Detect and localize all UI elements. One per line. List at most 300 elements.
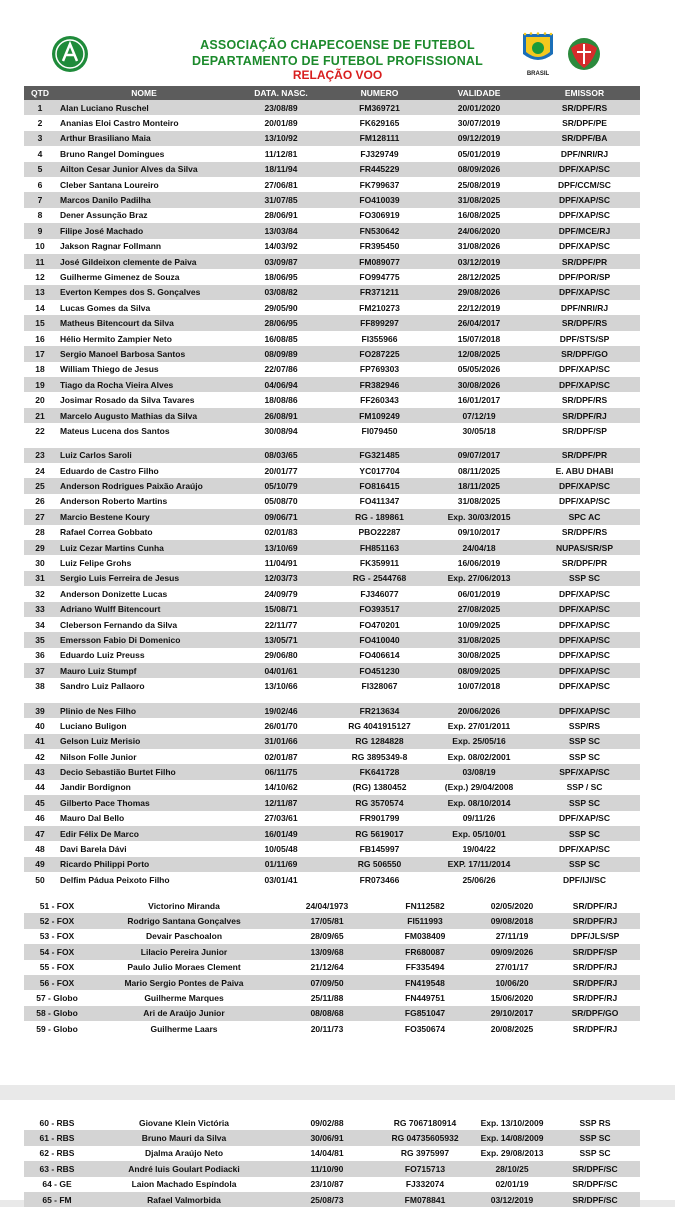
cell-data-nasc: 30/06/91: [278, 1130, 376, 1145]
cell-nome: Lucas Gomes da Silva: [60, 302, 151, 313]
table-row: [24, 478, 640, 493]
cell-qtd: 23: [24, 448, 56, 463]
cell-validade: 09/10/2017: [457, 527, 501, 538]
cell-nome: Luciano Buligon: [60, 720, 127, 731]
cell-nome: Lilacio Pereira Junior: [90, 944, 278, 959]
table-row: [24, 1021, 640, 1036]
cell-data-nasc: 27/03/61: [264, 813, 298, 824]
cell-qtd: 11: [24, 254, 56, 269]
cell-emissor: SR/DPF/SP: [550, 944, 640, 959]
cell-qtd: 20: [35, 395, 45, 406]
cell-qtd: 30: [35, 558, 45, 569]
cell-emissor: DPF/NRI/RJ: [560, 148, 609, 159]
cell-qtd: 6: [37, 179, 43, 190]
cell-nome: Matheus Bitencourt da Silva: [56, 315, 232, 330]
table-row: [24, 146, 640, 161]
table-row: [24, 1192, 640, 1207]
cell-numero: FI511993: [376, 913, 474, 928]
cell-data-nasc: 09/02/88: [310, 1117, 344, 1128]
cell-nome: Jandir Bordignon: [60, 782, 131, 793]
press-table-rbs: [24, 1115, 640, 1207]
cell-emissor: DPF/XAP/SC: [558, 364, 610, 375]
cell-numero: FI079450: [361, 425, 398, 436]
cell-numero: FI328067: [361, 681, 398, 692]
cell-numero: FF260343: [360, 395, 399, 406]
cell-qtd: 59 - Globo: [36, 1023, 78, 1034]
cell-qtd: 1: [24, 100, 56, 115]
cell-nome: Mateus Lucena dos Santos: [60, 425, 170, 436]
table-row: [24, 990, 640, 1005]
cell-validade: 27/11/19: [495, 931, 529, 942]
chapecoense-crest-logo: [50, 34, 90, 74]
cell-data-nasc: 07/09/50: [278, 975, 376, 990]
cell-validade: 27/01/17: [495, 962, 529, 973]
table-row: [24, 898, 640, 913]
table-row: [24, 648, 640, 663]
table-row: [24, 362, 640, 377]
cell-numero: FJ329749: [360, 148, 399, 159]
cell-numero: FM089077: [330, 254, 429, 269]
cell-numero: FM128111: [330, 131, 429, 146]
cell-nome: Josimar Rosado da Silva Tavares: [60, 395, 195, 406]
cell-validade: Exp. 05/10/01: [429, 826, 529, 841]
cell-emissor: DPF/XAP/SC: [558, 496, 610, 507]
table-row: [24, 377, 640, 392]
press-table-fox-globo: [24, 898, 640, 1037]
cell-qtd: 44: [35, 782, 45, 793]
cell-qtd: 10: [35, 241, 45, 252]
cell-validade: 24/06/2020: [429, 223, 529, 238]
cell-qtd: 29: [24, 540, 56, 555]
cell-nome: Paulo Julio Moraes Clement: [127, 962, 241, 973]
table-row: [24, 285, 640, 300]
cell-qtd: 62 - RBS: [39, 1148, 75, 1159]
cell-numero: FR901799: [359, 813, 400, 824]
cell-validade: 26/04/2017: [429, 315, 529, 330]
cell-numero: RG 4041915127: [348, 720, 411, 731]
cell-validade: 09/08/2018: [474, 913, 550, 928]
cell-validade: 19/04/22: [462, 844, 496, 855]
cell-qtd: 3: [24, 131, 56, 146]
cell-numero: FJ346077: [360, 588, 399, 599]
header-validade: VALIDADE: [429, 86, 529, 100]
cell-numero: RG 3975997: [400, 1148, 450, 1159]
cell-emissor: SSP SC: [529, 826, 640, 841]
cell-qtd: 56 - FOX: [24, 975, 90, 990]
cell-numero: FK799637: [359, 179, 400, 190]
cell-data-nasc: 05/08/70: [264, 496, 298, 507]
cell-qtd: 55 - FOX: [39, 962, 75, 973]
table-row: [24, 872, 640, 887]
cell-qtd: 13: [24, 285, 56, 300]
cell-numero: YC017704: [359, 465, 400, 476]
cell-qtd: 2: [37, 118, 43, 129]
cell-emissor: SSP SC: [568, 751, 601, 762]
table-row: [24, 826, 640, 841]
table-row: [24, 100, 640, 115]
table-row: [24, 1161, 640, 1176]
table-row: [24, 571, 640, 586]
cell-numero: FO411347: [359, 496, 400, 507]
cell-emissor: SSP SC: [579, 1148, 611, 1159]
cell-numero: FM210273: [359, 302, 400, 313]
cell-validade: Exp. 13/10/2009: [480, 1117, 544, 1128]
cell-qtd: 31: [24, 571, 56, 586]
cell-validade: 09/11/26: [462, 813, 496, 824]
cell-emissor: DPF/NRI/RJ: [560, 302, 609, 313]
cell-nome: Djalma Araújo Neto: [144, 1148, 224, 1159]
table-row: [24, 177, 640, 192]
cell-qtd: 8: [37, 210, 43, 221]
cell-qtd: 52 - FOX: [24, 913, 90, 928]
cell-data-nasc: 13/05/71: [232, 632, 330, 647]
cell-numero: RG 5619017: [330, 826, 429, 841]
cell-data-nasc: 08/08/68: [278, 1006, 376, 1021]
cell-data-nasc: 11/10/90: [278, 1161, 376, 1176]
cell-validade: 09/07/2017: [429, 448, 529, 463]
cell-data-nasc: 13/09/68: [278, 944, 376, 959]
cell-emissor: DPF/XAP/SC: [529, 478, 640, 493]
cell-qtd: 7: [24, 192, 56, 207]
cell-validade: 03/12/2019: [429, 254, 529, 269]
cell-data-nasc: 04/01/61: [232, 663, 330, 678]
cell-numero: FN419548: [376, 975, 474, 990]
cell-numero: FO393517: [330, 602, 429, 617]
cell-emissor: DPF/XAP/SC: [558, 210, 610, 221]
cell-qtd: 49: [24, 857, 56, 872]
cell-numero: FN449751: [405, 993, 445, 1004]
cell-qtd: 61 - RBS: [24, 1130, 90, 1145]
table-row: [24, 857, 640, 872]
cell-qtd: 60 - RBS: [39, 1117, 75, 1128]
cell-numero: FH851163: [330, 540, 429, 555]
table-header-row: [24, 86, 640, 100]
cell-validade: 10/09/2025: [457, 619, 501, 630]
cell-data-nasc: 24/04/1973: [305, 900, 349, 911]
cell-validade: 16/08/2025: [457, 210, 501, 221]
cell-nome: Sergio Manoel Barbosa Santos: [56, 346, 232, 361]
cell-nome: Devair Paschoalon: [145, 931, 223, 942]
table-row: [24, 223, 640, 238]
cell-numero: FM369721: [330, 100, 429, 115]
cell-numero: FO350674: [404, 1023, 446, 1034]
cell-data-nasc: 11/12/81: [264, 148, 298, 159]
cell-qtd: 5: [24, 162, 56, 177]
cell-emissor: DPF/XAP/SC: [558, 588, 610, 599]
cell-validade: 05/01/2019: [457, 148, 501, 159]
cell-qtd: 64 - GE: [42, 1179, 72, 1190]
cell-validade: EXP. 17/11/2014: [429, 857, 529, 872]
cell-emissor: DPF/XAP/SC: [558, 813, 610, 824]
cell-validade: Exp. 14/08/2009: [474, 1130, 550, 1145]
cell-data-nasc: 02/01/87: [264, 751, 298, 762]
cell-nome: Marcio Bestene Koury: [56, 509, 232, 524]
section-gap: [24, 694, 640, 703]
cell-nome: Jakson Ragnar Follmann: [60, 241, 162, 252]
cell-emissor: SR/DPF/PE: [562, 118, 607, 129]
cell-nome: Delfim Pádua Peixoto Filho: [60, 874, 170, 885]
cell-emissor: SSP SC: [529, 734, 640, 749]
table-row: [24, 423, 640, 438]
cell-qtd: 42: [35, 751, 45, 762]
cell-validade: Exp. 29/08/2013: [480, 1148, 544, 1159]
cell-validade: 30/08/2026: [429, 377, 529, 392]
table-row: [24, 617, 640, 632]
cell-emissor: SR/DPF/PR: [561, 558, 608, 569]
cell-nome: José Gildeixon clemente de Paiva: [56, 254, 232, 269]
cell-emissor: SR/DPF/RJ: [572, 993, 618, 1004]
cell-nome: Filipe José Machado: [56, 223, 232, 238]
cell-emissor: SR/DPF/RS: [561, 395, 608, 406]
cell-emissor: SR/DPF/SC: [550, 1192, 640, 1207]
cell-emissor: SSP / SC: [566, 782, 603, 793]
cell-numero: RG 3895349-8: [351, 751, 408, 762]
cell-qtd: 15: [24, 315, 56, 330]
cell-validade: 20/08/2025: [490, 1023, 534, 1034]
table-row: [24, 602, 640, 617]
cell-emissor: DPF/XAP/SC: [529, 602, 640, 617]
table-row: [24, 346, 640, 361]
cell-numero: RG 3570574: [330, 795, 429, 810]
cell-validade: 08/09/2026: [429, 162, 529, 177]
cell-qtd: 43: [24, 764, 56, 779]
cell-numero: FO994775: [359, 271, 400, 282]
cell-numero: FN112582: [405, 900, 445, 911]
cell-data-nasc: 10/05/48: [264, 844, 298, 855]
cell-data-nasc: 20/01/89: [264, 118, 298, 129]
cell-numero: FR073466: [359, 874, 400, 885]
table-row: [24, 254, 640, 269]
cell-nome: Ricardo Philippi Porto: [56, 857, 232, 872]
table-row: [24, 392, 640, 407]
cell-nome: Bruno Mauri da Silva: [90, 1130, 278, 1145]
cell-emissor: DPF/XAP/SC: [558, 844, 610, 855]
cell-data-nasc: 13/10/69: [232, 540, 330, 555]
cell-qtd: 19: [24, 377, 56, 392]
cell-nome: Cleberson Fernando da Silva: [60, 619, 178, 630]
cell-data-nasc: 25/08/73: [278, 1192, 376, 1207]
cell-data-nasc: 29/05/90: [264, 302, 298, 313]
table-row: [24, 269, 640, 284]
cell-validade: 31/08/2026: [457, 241, 501, 252]
cell-emissor: SR/DPF/BA: [529, 131, 640, 146]
cell-nome: Mauro Dal Bello: [60, 813, 125, 824]
cell-qtd: 24: [35, 465, 45, 476]
cell-nome: Mauro Luiz Stumpf: [56, 663, 232, 678]
cell-data-nasc: 12/11/87: [232, 795, 330, 810]
cell-validade: 30/08/2025: [457, 650, 501, 661]
cell-nome: Sergio Luis Ferreira de Jesus: [56, 571, 232, 586]
cell-numero: FO406614: [359, 650, 400, 661]
cell-data-nasc: 19/02/46: [232, 703, 330, 718]
cell-nome: Anderson Donizette Lucas: [60, 588, 168, 599]
table-row: [24, 780, 640, 795]
cell-numero: FB145997: [359, 844, 400, 855]
cell-validade: 25/08/2019: [457, 179, 501, 190]
table-row: [24, 509, 640, 524]
cell-nome: Alan Luciano Ruschel: [56, 100, 232, 115]
cell-nome: Luiz Carlos Saroli: [56, 448, 232, 463]
brasil-label: BRASIL: [526, 71, 550, 77]
table-row: [24, 663, 640, 678]
cell-emissor: NUPAS/SR/SP: [529, 540, 640, 555]
table-row: [24, 525, 640, 540]
cell-emissor: DPF/XAP/SC: [529, 632, 640, 647]
cell-data-nasc: 16/01/49: [232, 826, 330, 841]
cell-validade: 28/12/2025: [457, 271, 501, 282]
cell-qtd: 16: [35, 333, 45, 344]
cell-nome: Sandro Luiz Pallaoro: [60, 681, 145, 692]
cell-numero: FO410039: [330, 192, 429, 207]
cell-validade: 31/08/2025: [429, 192, 529, 207]
cell-nome: Ari de Araújo Junior: [90, 1006, 278, 1021]
cell-numero: FG321485: [330, 448, 429, 463]
cell-numero: RG 7067180914: [393, 1117, 457, 1128]
header-nome: NOME: [56, 86, 232, 100]
table-row: [24, 448, 640, 463]
cell-qtd: 40: [35, 720, 45, 731]
table-row: [24, 408, 640, 423]
cell-validade: (Exp.) 29/04/2008: [444, 782, 514, 793]
cell-qtd: 48: [35, 844, 45, 855]
cell-emissor: SR/DPF/RS: [529, 100, 640, 115]
cell-emissor: DPF/JLS/SP: [570, 931, 620, 942]
cell-validade: Exp. 08/10/2014: [429, 795, 529, 810]
table-row: [24, 944, 640, 959]
cell-data-nasc: 31/01/66: [232, 734, 330, 749]
cell-qtd: 57 - Globo: [36, 993, 78, 1004]
table-row: [24, 1130, 640, 1145]
cell-nome: Marcos Danilo Padilha: [56, 192, 232, 207]
cell-emissor: DPF/XAP/SC: [529, 663, 640, 678]
cell-validade: 27/08/2025: [429, 602, 529, 617]
cell-numero: FG851047: [376, 1006, 474, 1021]
table-row: [24, 208, 640, 223]
cell-data-nasc: 22/07/86: [264, 364, 298, 375]
cell-nome: Giovane Klein Victória: [138, 1117, 230, 1128]
cell-validade: 22/12/2019: [457, 302, 501, 313]
cell-qtd: 65 - FM: [24, 1192, 90, 1207]
table-row: [24, 239, 640, 254]
list-title: RELAÇÃO VOO: [292, 68, 383, 82]
cell-nome: Emersson Fabio Di Domenico: [56, 632, 232, 647]
cell-qtd: 32: [35, 588, 45, 599]
cell-nome: Tiago da Rocha Vieira Alves: [56, 377, 232, 392]
cell-validade: 28/10/25: [474, 1161, 550, 1176]
cell-nome: Dener Assunção Braz: [60, 210, 148, 221]
cell-qtd: 22: [35, 425, 45, 436]
cell-data-nasc: 09/06/71: [232, 509, 330, 524]
cell-data-nasc: 26/01/70: [264, 720, 298, 731]
cell-data-nasc: 04/06/94: [232, 377, 330, 392]
cell-qtd: 21: [24, 408, 56, 423]
cell-data-nasc: 02/01/83: [264, 527, 298, 538]
cell-validade: 15/06/2020: [490, 993, 534, 1004]
section-gap: [24, 439, 640, 448]
cell-data-nasc: 13/10/66: [264, 681, 298, 692]
cell-data-nasc: 23/08/89: [232, 100, 330, 115]
cell-data-nasc: 20/11/73: [310, 1023, 344, 1034]
cell-qtd: 53 - FOX: [39, 931, 75, 942]
gap-cell: [24, 694, 640, 703]
cell-data-nasc: 03/01/41: [264, 874, 298, 885]
cell-emissor: SR/DPF/SP: [562, 425, 607, 436]
cell-emissor: DPF/XAP/SC: [529, 192, 640, 207]
cell-emissor: DPF/XAP/SC: [558, 241, 610, 252]
cell-emissor: DPF/XAP/SC: [529, 703, 640, 718]
club-title: ASSOCIAÇÃO CHAPECOENSE DE FUTEBOL: [200, 38, 475, 52]
cell-validade: 10/07/2018: [457, 681, 501, 692]
cell-qtd: 25: [24, 478, 56, 493]
cell-validade: 24/04/18: [429, 540, 529, 555]
cell-validade: 08/09/2025: [429, 663, 529, 678]
table-row: [24, 1177, 640, 1192]
cell-validade: Exp. 27/06/2013: [429, 571, 529, 586]
cell-validade: 30/05/18: [462, 425, 496, 436]
cell-qtd: 47: [24, 826, 56, 841]
cell-validade: 03/08/19: [429, 764, 529, 779]
cell-nome: André luis Goulart Podiacki: [90, 1161, 278, 1176]
cell-emissor: SSP SC: [529, 795, 640, 810]
cell-nome: Marcelo Augusto Mathias da Silva: [56, 408, 232, 423]
cell-data-nasc: 28/06/95: [232, 315, 330, 330]
cell-data-nasc: 25/11/88: [310, 993, 344, 1004]
cell-emissor: SR/DPF/RJ: [550, 975, 640, 990]
cell-data-nasc: 12/03/73: [232, 571, 330, 586]
table-row: [24, 300, 640, 315]
cell-nome: Mario Sergio Pontes de Paiva: [90, 975, 278, 990]
table-row: [24, 795, 640, 810]
cell-numero: FO410040: [330, 632, 429, 647]
table-row: [24, 1146, 640, 1161]
cell-data-nasc: 14/04/81: [310, 1148, 344, 1159]
department-title: DEPARTAMENTO DE FUTEBOL PROFISSIONAL: [191, 54, 483, 68]
header-data-nasc: DATA. NASC.: [232, 86, 330, 100]
cell-nome: Victorino Miranda: [148, 900, 220, 911]
cell-validade: 30/07/2019: [457, 118, 501, 129]
cell-qtd: 14: [35, 302, 45, 313]
cell-nome: Cleber Santana Loureiro: [60, 179, 159, 190]
table-row: [24, 131, 640, 146]
cell-validade: 06/01/2019: [457, 588, 501, 599]
cell-qtd: 51 - FOX: [39, 900, 75, 911]
cell-data-nasc: 14/03/92: [264, 241, 298, 252]
cell-data-nasc: 27/06/81: [264, 179, 298, 190]
cell-numero: FR382946: [330, 377, 429, 392]
cell-nome: Plinio de Nes Filho: [56, 703, 232, 718]
cell-validade: 15/07/2018: [457, 333, 501, 344]
cell-nome: Luiz Felipe Grohs: [60, 558, 132, 569]
cell-nome: Eduardo de Castro Filho: [60, 465, 159, 476]
cell-data-nasc: 18/08/86: [264, 395, 298, 406]
cell-validade: 25/06/26: [462, 874, 496, 885]
header-qtd: QTD: [24, 86, 56, 100]
cell-data-nasc: 14/10/62: [264, 782, 298, 793]
cell-data-nasc: 30/08/94: [264, 425, 298, 436]
cell-qtd: 45: [24, 795, 56, 810]
cell-numero: FO287225: [330, 346, 429, 361]
cell-numero: FF899297: [330, 315, 429, 330]
cell-numero: FM109249: [330, 408, 429, 423]
table-row: [24, 463, 640, 478]
cell-numero: FR680087: [376, 944, 474, 959]
cell-data-nasc: 31/07/85: [232, 192, 330, 207]
cell-validade: 02/05/2020: [490, 900, 534, 911]
cell-emissor: SR/DPF/RJ: [529, 408, 640, 423]
cell-emissor: SSP SC: [529, 857, 640, 872]
cell-numero: RG - 189861: [330, 509, 429, 524]
cell-nome: Ananias Eloi Castro Monteiro: [60, 118, 179, 129]
